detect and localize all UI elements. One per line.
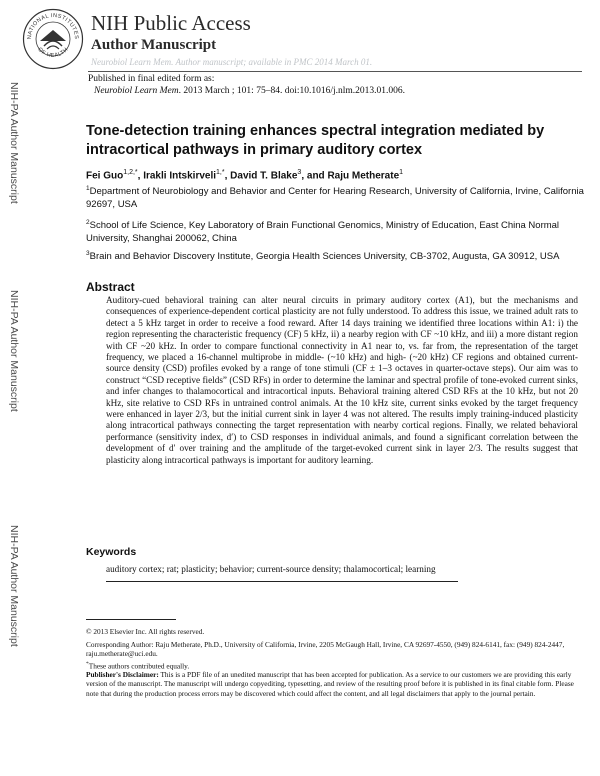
svg-text:NATIONAL INSTITUTES: NATIONAL INSTITUTES	[26, 12, 80, 40]
availability-note: Neurobiol Learn Mem. Author manuscript; available in PMC 2014 March 01.	[91, 57, 373, 67]
author-name: Irakli Intskirveli	[143, 170, 217, 182]
nih-seal-logo	[22, 8, 84, 70]
svg-text:OF HEALTH: OF HEALTH	[36, 46, 70, 59]
article-title: Tone-detection training enhances spectral integration mediated by intracortical pathways in primary auditory cortex	[86, 123, 545, 158]
journal-name: Neurobiol Learn Mem	[94, 86, 179, 96]
author-affiliation-marker: 3	[297, 169, 302, 176]
abstract-text: Auditory-cued behavioral training can alter neural circuits in primary auditory cortex (A1), but the mechanisms and consequences of experience-dependent cortical plasticity are not fully understood. To address this issue, we trained adult rats to detect a 5 kHz target in order to receive a food reward. After 14 days training we identified three locations within A1: i) the region representing the characteristic frequency (CF) 5 kHz, ii) a nearby region with CF ~10 kHz, and iii) a more distant region with CF ~20 kHz. In order to compare functional connectivity in A1 near to, vs. far from, the representation of the target frequency, we placed a 16-channel multiprobe in middle- (~10 kHz) and high- (~20 kHz) CF regions and obtained current-source density (CSD) profiles evoked by a range of tone stimuli (CF ± 1–3 octaves in quarter-octave steps). Our aim was to construct “CSD receptive fields” (CSD RFs) in order to determine the laminar and spectral profile of tone-evoked current sinks, and infer changes to thalamocortical and intracortical inputs. Behavioral training altered CSD RFs at the 10 kHz, but not 20 kHz, site relative to CSD RFs in untrained control animals. At the 10 kHz site, current sinks evoked by the target frequency were enhanced in layer 2/3, but the initial current sink in layer 4 was not altered. The results imply training-induced plasticity along intracortical pathways connecting the target representation with nearby cortical regions. Finally, we related behavioral performance (sensitivity index, d′) to CSD responses in individual animals, and found a significant correlation between the development of d′ over training and the amplitude of the target-evoked current sink in layer 2/3. The results suggest that plasticity along intracortical pathways is important for auditory learning.	[106, 295, 578, 465]
corresponding-author: Corresponding Author: Raju Metherate, Ph.D., University of California, Irvine, 2205 McGaugh Hall, Irvine, CA 92697-4550, (949) 824-6141, fax: (949) 824-2447, raju.metherate@uci.edu.	[86, 640, 565, 659]
affiliation-marker: 3	[86, 250, 90, 257]
disclaimer-label: Publisher's Disclaimer:	[86, 670, 159, 679]
footnote-divider	[86, 619, 176, 620]
author-list	[86, 169, 403, 181]
affiliation-text: Department of Neurobiology and Behavior and Center for Hearing Research, University of California, Irvine, California 92697, USA	[86, 186, 584, 211]
footnote-marker: *	[86, 661, 89, 667]
author-affiliation-marker: 1	[399, 169, 404, 176]
nih-public-access-title: NIH Public Access	[91, 11, 251, 35]
disclaimer-text: This is a PDF file of an unedited manuscript that has been accepted for publication. As a service to our customers we are providing this early version of the manuscript. The manuscript will undergo copyediting, typesetting, and review of the resulting proof before it is published in its final citable form. Please note that during the production process errors may be discovered which could affect the content, and all legal disclaimers that apply to the journal pertain.	[86, 670, 574, 698]
author-name: Fei Guo	[86, 170, 124, 182]
equal-contribution-text: These authors contributed equally.	[88, 661, 190, 671]
author-manuscript-label: Author Manuscript	[91, 37, 217, 53]
author-separator: ,	[224, 170, 231, 182]
author-separator: , and	[301, 170, 328, 182]
author-name: Raju Metherate	[327, 170, 400, 182]
header-divider	[88, 71, 582, 72]
publisher-disclaimer	[86, 670, 582, 698]
affiliation	[86, 247, 586, 263]
author-affiliation-marker: 1,2,*	[123, 169, 138, 176]
affiliation	[86, 182, 586, 211]
side-label-middle: NIH-PA Author Manuscript	[8, 290, 20, 412]
side-label-top: NIH-PA Author Manuscript	[8, 82, 20, 204]
author-affiliation-marker: 1,*	[216, 169, 225, 176]
abstract-heading: Abstract	[86, 280, 135, 294]
citation-details: . 2013 March ; 101: 75–84. doi:10.1016/j.nlm.2013.01.006.	[178, 86, 406, 96]
published-label: Published in final edited form as:	[88, 74, 215, 84]
affiliation-text: School of Life Science, Key Laboratory of Brain Functional Genomics, Ministry of Education, East China Normal University, Shanghai 200062, China	[86, 220, 560, 245]
citation	[94, 86, 405, 96]
affiliation-marker: 1	[86, 185, 90, 192]
keywords-divider	[106, 581, 458, 582]
keywords-text: auditory cortex; rat; plasticity; behavior; current-source density; thalamocortical; learning	[106, 564, 436, 574]
keywords-heading: Keywords	[86, 546, 137, 558]
copyright-notice: © 2013 Elsevier Inc. All rights reserved.	[86, 627, 205, 636]
side-label-bottom: NIH-PA Author Manuscript	[8, 525, 20, 647]
affiliation	[86, 216, 586, 245]
affiliation-marker: 2	[86, 219, 90, 226]
affiliation-text: Brain and Behavior Discovery Institute, Georgia Health Sciences University, CB-3702, Augusta, GA 30912, USA	[89, 251, 560, 263]
author-name: David T. Blake	[230, 170, 298, 182]
author-separator: ,	[137, 170, 144, 182]
